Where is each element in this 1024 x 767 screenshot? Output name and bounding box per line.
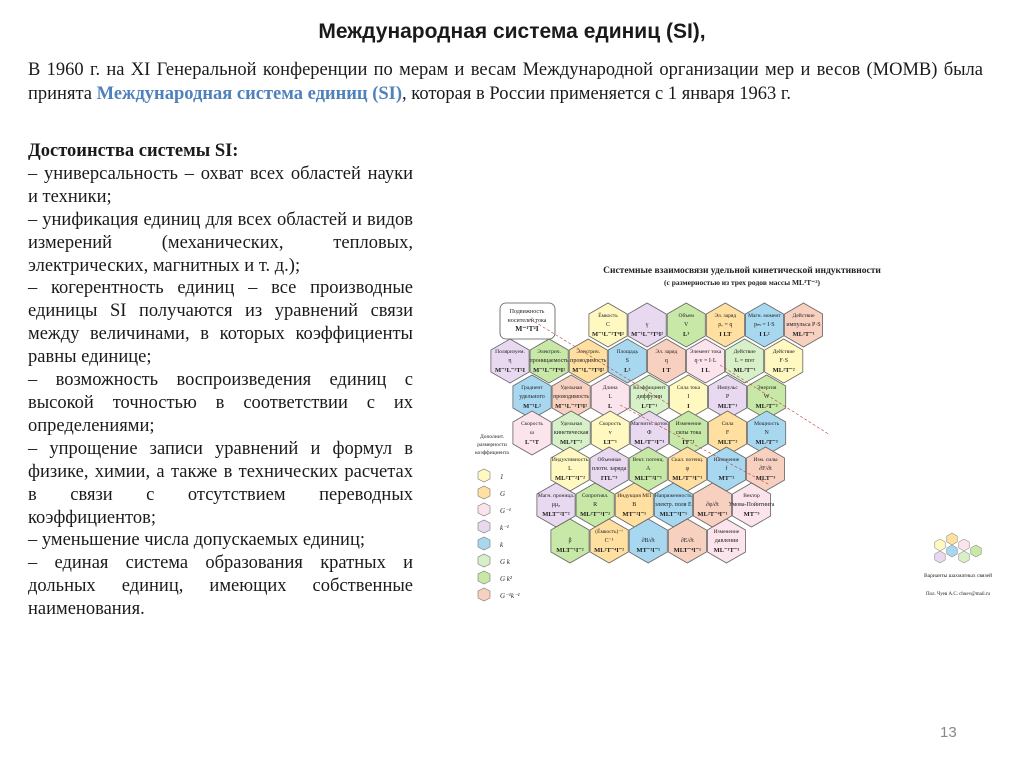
hex-dimension: M⁻¹L⁻²T⁴I² bbox=[592, 331, 624, 338]
hex-label: Удельная bbox=[560, 385, 582, 391]
advantages-heading: Достоинства системы SI: bbox=[28, 141, 239, 161]
advantage-item: – универсальность – охват всех областей науки и техники; bbox=[28, 163, 413, 207]
hex-symbol: γ bbox=[645, 322, 649, 328]
hex-dimension: L² bbox=[624, 367, 631, 374]
legend-label: G k² bbox=[500, 575, 513, 583]
hex-label: Коэффициент bbox=[633, 385, 666, 391]
hex-symbol: C⁻¹ bbox=[604, 538, 614, 544]
hex-dimension: L bbox=[608, 403, 613, 410]
hex-label: Ёмкость bbox=[598, 313, 618, 319]
hex-symbol: β bbox=[568, 538, 572, 544]
hex-label: Действие bbox=[733, 349, 756, 355]
si-relations-diagram bbox=[470, 255, 1015, 610]
legend-label: k⁻¹ bbox=[500, 524, 509, 532]
hex-dimension: ML²T⁻² bbox=[772, 367, 795, 374]
hex-symbol: φ bbox=[685, 466, 690, 472]
hex-label: Действие bbox=[792, 313, 815, 319]
hex-dimension: ML²T⁻¹ bbox=[792, 331, 815, 338]
hex-label: Площадь bbox=[616, 349, 639, 355]
hex-dimension: MLT⁻¹ bbox=[717, 403, 738, 410]
hex-label: Мощность bbox=[754, 421, 780, 427]
intro-paragraph bbox=[28, 58, 983, 106]
hex-label: Сила bbox=[721, 421, 734, 427]
hex-symbol: η bbox=[508, 358, 512, 364]
hex-dimension: M⁻¹L⁻³T³I² bbox=[555, 403, 588, 410]
hex-dimension: L⁻¹T bbox=[524, 439, 540, 446]
legend-label: G k bbox=[500, 558, 510, 566]
hex-symbol: ω bbox=[530, 430, 534, 436]
hex-label: (Ёмкость)⁻¹ bbox=[595, 529, 623, 535]
hex-dimension: ML⁻¹T⁻³ bbox=[713, 547, 740, 554]
hex-dimension: M⁻¹L² bbox=[523, 403, 541, 410]
hex-symbol: импульса P·S bbox=[786, 322, 821, 328]
hex-label: Эл. заряд bbox=[714, 313, 737, 319]
hex-symbol: проводимость bbox=[553, 394, 590, 400]
hex-symbol: S bbox=[625, 358, 629, 364]
hex-label: Поляризуем. bbox=[495, 349, 525, 355]
hex-symbol: I bbox=[687, 394, 690, 400]
advantage-item: – уменьшение числа допускаемых единиц; bbox=[28, 530, 366, 551]
figure-footer-note: Варианты шахматных связей bbox=[923, 573, 993, 579]
si-relations-figure bbox=[470, 255, 1015, 610]
advantages-list bbox=[28, 140, 413, 621]
advantage-item: – когерентность единиц – все производные единицы SI получаются из уравнений связи между величинами, в которых коэффициенты равны единице; bbox=[28, 278, 413, 368]
hex-symbol: q bbox=[664, 358, 668, 364]
hex-label: Объем bbox=[678, 313, 694, 319]
hex-dimension: M⁻¹L⁻³T⁴I² bbox=[533, 367, 566, 374]
hex-dimension: MT⁻²I⁻¹ bbox=[622, 511, 647, 518]
hex-symbol: проницаемость bbox=[529, 358, 569, 364]
hex-symbol: проводимость bbox=[570, 358, 607, 364]
hex-dimension: ML²T⁻²I⁻¹ bbox=[634, 439, 665, 446]
hex-dimension: ML²T⁻⁴I⁻¹ bbox=[697, 511, 728, 518]
hex-dimension: MT⁻² bbox=[718, 475, 735, 482]
hex-dimension: I bbox=[687, 403, 690, 410]
hex-symbol: L = mvr bbox=[734, 358, 755, 364]
hex-label: Электрич. bbox=[576, 349, 601, 355]
hex-label: Сопротивл. bbox=[581, 493, 609, 499]
legend-title: Дополнит. bbox=[479, 434, 505, 440]
hex-label: Действие bbox=[772, 349, 795, 355]
hex-symbol: f bbox=[725, 466, 728, 472]
hex-label: Изм. силы bbox=[753, 457, 778, 463]
hex-dimension: MLT⁻³ bbox=[755, 475, 776, 482]
hex-dimension: ML²T⁻³I⁻² bbox=[580, 511, 611, 518]
hex-dimension: M⁻¹L⁻¹T²I bbox=[494, 367, 526, 374]
legend-swatch bbox=[478, 588, 490, 601]
hex-symbol: F bbox=[725, 430, 730, 436]
legend-swatch bbox=[478, 486, 490, 499]
intro-text-before: В 1960 г. на XI Генеральной конференции по мерам и весам Международной организации мер и весов (МОМВ) была принята bbox=[28, 60, 983, 104]
hex-label: Импульс bbox=[717, 385, 738, 391]
hex-label: Магн. проница. bbox=[537, 493, 575, 499]
hex-label: Вектор bbox=[743, 493, 760, 499]
hex-label: Электрич. bbox=[537, 349, 561, 355]
advantage-item: – унификация единиц для всех областей и видов измерений (механических, тепловых, электрических, магнитных и т. д.); bbox=[28, 209, 413, 276]
hex-label: Длина bbox=[602, 385, 618, 391]
hex-symbol: L bbox=[608, 394, 613, 400]
hex-label: Вект. потенц. bbox=[632, 457, 664, 463]
hex-symbol: N bbox=[764, 430, 769, 436]
legend-label: k bbox=[500, 541, 504, 549]
hex-label: Индуктивность bbox=[551, 457, 589, 463]
hex-label: Сила тока bbox=[676, 385, 701, 391]
legend-label: 1 bbox=[500, 473, 504, 481]
legend-title: размерности bbox=[477, 442, 507, 448]
hex-dimension: MLT⁻² bbox=[717, 439, 738, 446]
hex-dimension: I L² bbox=[759, 331, 770, 338]
hex-symbol: W bbox=[763, 394, 770, 400]
hex-symbol: q·v = I·L bbox=[694, 358, 717, 364]
callout-text: Подвижность bbox=[509, 309, 545, 315]
hex-dimension: M⁻¹L⁻³T³I² bbox=[572, 367, 605, 374]
hex-symbol: кинетическая bbox=[553, 430, 589, 436]
hex-dimension: MLT⁻⁴I⁻¹ bbox=[673, 547, 702, 554]
hex-label: Элемент тока bbox=[689, 349, 722, 355]
hex-dimension: MT⁻³I⁻¹ bbox=[636, 547, 661, 554]
hex-label: Натяжение bbox=[713, 457, 740, 463]
hex-label: Индукция МП bbox=[617, 493, 652, 499]
callout-text: носителей тока bbox=[507, 318, 547, 324]
intro-text-after: , которая в России применяется с 1 января 1963 г. bbox=[402, 84, 791, 104]
legend-swatch bbox=[478, 537, 490, 550]
hex-dimension: ML³T⁻² bbox=[560, 439, 583, 446]
advantage-item: – возможность воспроизведения единиц с высокой точностью в соответствии с их определениями; bbox=[28, 370, 413, 436]
hex-symbol: V bbox=[684, 322, 689, 328]
hex-symbol: v bbox=[608, 430, 612, 436]
hex-symbol: L bbox=[568, 466, 572, 472]
advantage-item: – упрощение записи уравнений и формул в физике, химии, а также в технических расчетах в связи с отсутствием переводных коэффициентов; bbox=[28, 438, 413, 528]
hex-dimension: I LT bbox=[719, 331, 732, 338]
hex-label: Удельная bbox=[560, 421, 582, 427]
hex-symbol: Умова-Пойнтинга bbox=[728, 502, 775, 508]
hex-label: Магн. момент bbox=[748, 313, 781, 319]
page-number: 13 bbox=[940, 724, 957, 741]
hex-dimension: ML²T⁻⁴I⁻² bbox=[594, 547, 625, 554]
hex-dimension: L²T⁻¹ bbox=[641, 403, 658, 410]
hex-symbol: C bbox=[605, 322, 611, 328]
legend-title: коэффициента bbox=[475, 450, 509, 456]
hex-dimension: MLT⁻²I⁻¹ bbox=[634, 475, 662, 482]
hex-label: Изменение bbox=[713, 529, 740, 535]
hex-symbol: ∂E/∂t bbox=[680, 538, 694, 544]
hex-dimension: ML²T⁻³ bbox=[755, 439, 778, 446]
hex-symbol: pₘ = I·S bbox=[754, 322, 775, 328]
hex-dimension: I T bbox=[662, 367, 671, 374]
hex-dimension: IT⁻¹ bbox=[682, 439, 695, 446]
legend-label: G bbox=[500, 490, 506, 498]
legend-swatch bbox=[478, 520, 490, 533]
hex-symbol: μμ₀ bbox=[551, 502, 561, 508]
legend-label: G⁻¹k⁻¹ bbox=[500, 592, 520, 600]
legend-swatch bbox=[478, 469, 490, 482]
hex-label: Скорость bbox=[521, 421, 543, 427]
hex-dimension: ITL⁻³ bbox=[600, 475, 618, 482]
figure-title: Системные взаимосвязи удельной кинетической индуктивности bbox=[603, 266, 881, 276]
hex-symbol: A bbox=[646, 466, 651, 472]
hex-label: Изменение bbox=[675, 421, 702, 427]
hex-symbol: P bbox=[725, 394, 730, 400]
hex-symbol: плотн. заряда bbox=[591, 466, 627, 472]
hex-label: Эл. заряд bbox=[655, 349, 678, 355]
legend-swatch bbox=[478, 554, 490, 567]
hex-dimension: MT⁻³ bbox=[743, 511, 760, 518]
hex-dimension: MLT⁻³I⁻¹ bbox=[659, 511, 688, 518]
figure-subtitle: (с размерностью из трех родов массы ML³T⁻²) bbox=[664, 278, 820, 287]
hex-dimension: M⁻¹L⁻³T³I² bbox=[631, 331, 664, 338]
hex-label: Скал. потенц. bbox=[671, 457, 704, 463]
callout-text: M⁻¹T²I bbox=[515, 324, 539, 333]
hex-symbol: R bbox=[593, 502, 598, 508]
legend-swatch bbox=[478, 503, 490, 516]
hex-symbol: ∂φ/∂t bbox=[706, 502, 719, 508]
legend-swatch bbox=[478, 571, 490, 584]
hex-label: Скорость bbox=[599, 421, 622, 427]
hex-dimension: L³ bbox=[683, 331, 690, 338]
hex-symbol: Φ bbox=[647, 430, 652, 436]
hex-symbol: диффузии bbox=[636, 394, 663, 400]
hex-dimension: MLT⁻²I⁻² bbox=[542, 511, 570, 518]
hex-label: Объемная bbox=[597, 457, 621, 463]
hex-symbol: давления bbox=[714, 538, 739, 544]
hex-dimension: ML²T⁻² bbox=[755, 403, 778, 410]
hex-symbol: силы тока bbox=[675, 430, 702, 436]
hex-symbol: B bbox=[632, 502, 637, 508]
legend-label: G⁻¹ bbox=[500, 507, 511, 515]
slide-title: Международная система единиц (SI), bbox=[318, 20, 706, 43]
hex-label: Энергия bbox=[756, 385, 777, 391]
hex-symbol: ∂B/∂t bbox=[641, 538, 655, 544]
hex-symbol: ρᵥ = q bbox=[718, 322, 733, 328]
hex-dimension: LT⁻¹ bbox=[603, 439, 617, 446]
hex-dimension: ML²T⁻¹ bbox=[733, 367, 756, 374]
figure-credit: Пол. Чуев А.С. chuev@mail.ru bbox=[925, 592, 991, 597]
hex-dimension: I L bbox=[701, 367, 710, 374]
hex-label: Напряженность bbox=[654, 493, 692, 499]
hex-label: Магнитн. поток bbox=[630, 421, 668, 427]
advantage-item: – единая система образования кратных и дольных единиц, имеющих собственные наименования. bbox=[28, 553, 413, 620]
hex-dimension: ML²T⁻²I⁻² bbox=[554, 475, 586, 482]
hex-symbol: электр. поля E bbox=[654, 502, 692, 508]
hex-symbol: ∂F/∂t bbox=[759, 466, 772, 472]
hex-symbol: F·S bbox=[779, 358, 789, 364]
hex-symbol: удельного bbox=[519, 394, 545, 400]
hex-label: Градиент bbox=[521, 385, 543, 391]
hex-dimension: MLT⁻¹I⁻² bbox=[556, 547, 584, 554]
hex-dimension: ML²T⁻³I⁻¹ bbox=[672, 475, 703, 482]
si-highlight: Международная система единиц (SI) bbox=[96, 84, 403, 104]
